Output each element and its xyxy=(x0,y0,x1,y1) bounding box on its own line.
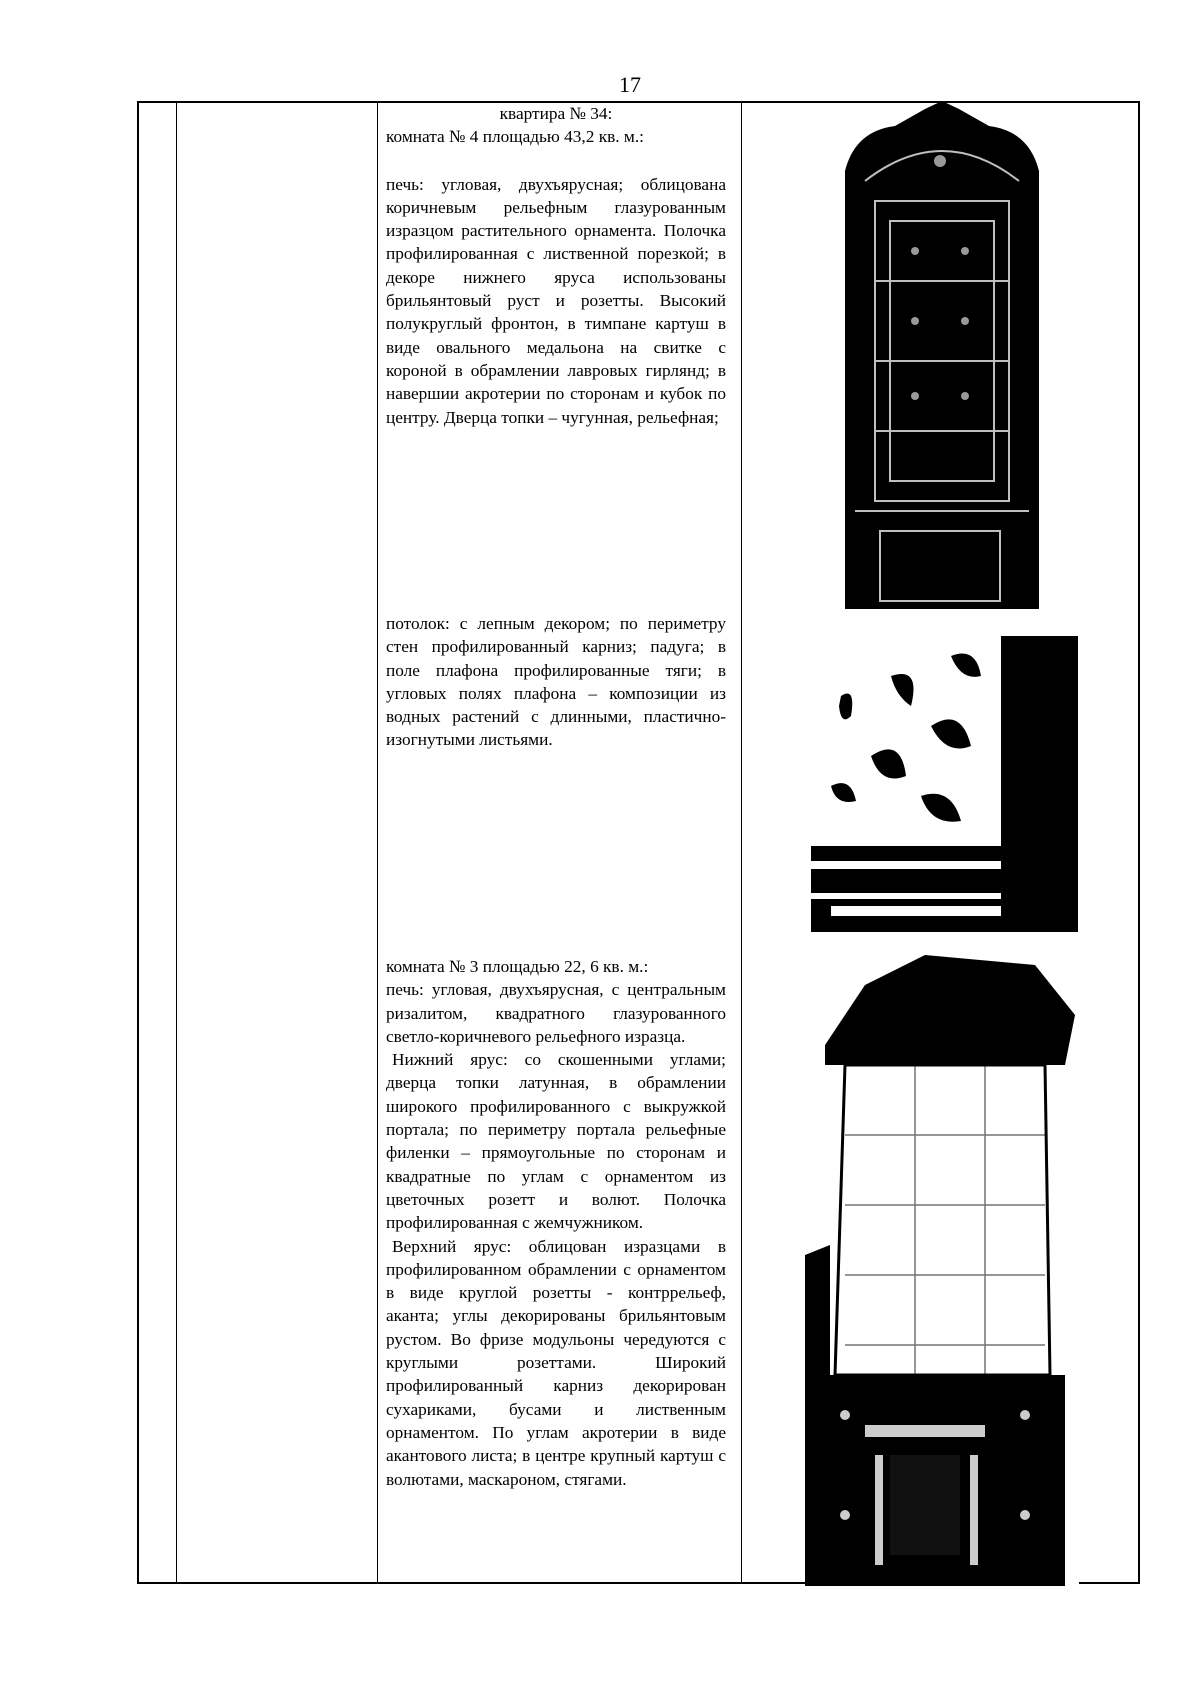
room4-ceiling-block xyxy=(386,612,726,752)
column-divider-1 xyxy=(176,103,177,1582)
room3-heading: комната № 3 площадью 22, 6 кв. м.: xyxy=(386,957,649,976)
page-number: 17 xyxy=(619,72,641,97)
room4-block xyxy=(386,102,726,429)
room3-stove-description: печь: угловая, двухъярусная, с центральным ризалитом, квадратного глазурованного светло-коричневого рельефного изразца. xyxy=(386,980,726,1046)
apartment-title: квартира № 34: xyxy=(499,104,613,123)
room4-stove-description: печь: угловая, двухъярусная; облицована коричневым рельефным глазурованным изразцом растительного орнамента. Полочка профилированная с лиственной порезкой; в декоре нижнего яруса использованы брильянтовый руст и розетты. Высокий полукруглый фронтон, в тимпане картуш в виде овального медальона на свитке с короной в обрамлении лавровых гирлянд; в навершии акротерии по сторонам и кубок по центру. Дверца топки – чугунная, рельефная; xyxy=(386,174,726,427)
ceiling-photo-room4 xyxy=(811,636,1078,932)
room3-block xyxy=(386,955,726,1491)
stove-photo-room3 xyxy=(805,955,1079,1586)
room4-heading: комната № 4 площадью 43,2 кв. м.: xyxy=(386,127,644,147)
column-divider-2 xyxy=(377,103,378,1582)
room3-lower-tier: Нижний ярус: со скошенными углами; дверца топки латунная, в обрамлении широкого профилированного с выкружкой портала; по периметру портала рельефные филенки – прямоугольные по сторонам и квадратные по углам с орнаментом из цветочных розетт и волют. Полочка профилированная с жемчужником. xyxy=(386,1050,726,1233)
room4-ceiling-description: потолок: с лепным декором; по периметру стен профилированный карниз; падуга; в поле плафона профилированные тяги; в угловых полях плафона – композиции из водных растений с длинными, пластично-изогнутыми листьями. xyxy=(386,614,726,750)
room3-upper-tier: Верхний ярус: облицован изразцами в профилированном обрамлении с орнаментом в виде круглой розетты - контррельеф, аканта; углы декорированы брильянтовым рустом. Во фризе модульоны чередуются с круглыми розеттами. Широкий профилированный карниз декорирован сухариками, бусами и лиственным орнаментом. По углам акротерии в виде акантового листа; в центре крупный картуш с волютами, маскароном, стягами. xyxy=(386,1236,726,1489)
column-divider-3 xyxy=(741,103,742,1582)
stove-photo-room4 xyxy=(835,101,1049,609)
